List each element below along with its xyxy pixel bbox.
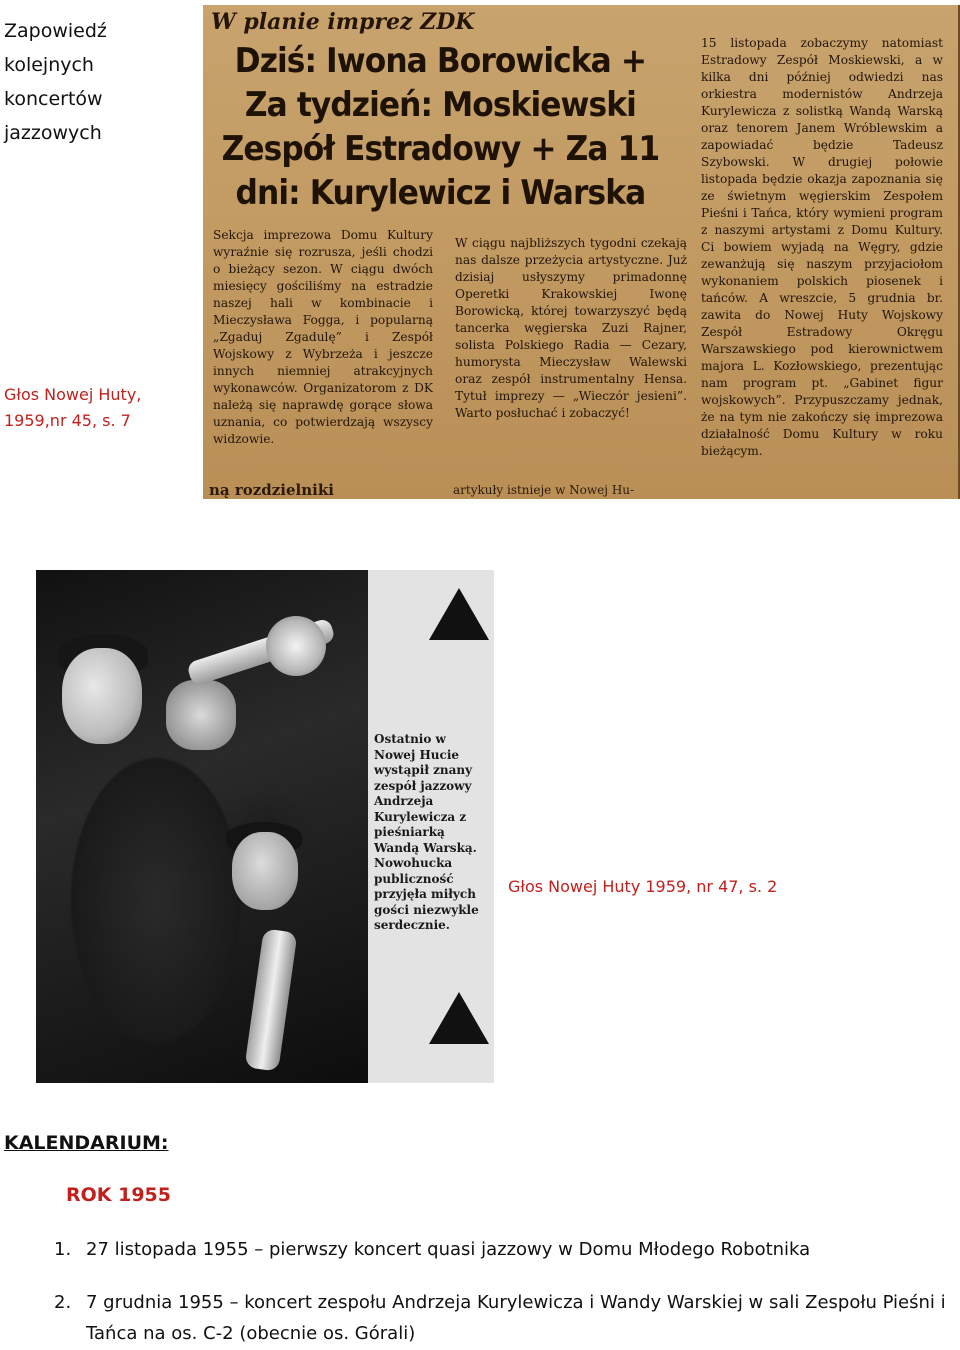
saxophone-icon: [244, 928, 297, 1071]
list-item-text: 7 grudnia 1955 – koncert zespołu Andrzeja Kurylewicza i Wandy Warskiej w sali Zespołu Pieśni i Tańca na os. C-2 (obecnie os. Górali): [86, 1292, 946, 1344]
list-item-number: 2.: [54, 1292, 72, 1313]
saxophonist-face: [232, 832, 298, 910]
clipping-column-1: Sekcja imprezowa Domu Kultury wyraźnie się rozrusza, jeśli chodzi o bieżący sezon. W ciągu dwóch miesięcy gościliśmy na estradzie naszej hali w kombinacie i Mieczysława Fogga, i popularną „Zgaduj Zgadulę” i Zespół Wojskowy z Wybrzeża i jeszcze innych niemniej atrakcyjnych wykonawców. Organizatorom z DK należą się naprawdę gorące słowa uznania, co potwierdzają wszyscy widzowie.: [213, 228, 433, 446]
clipping-column-2: W ciągu najbliższych tygodni czekają nas dalsze przeżycia artystyczne. Już dzisiaj usłyszymy primadonnę Operetki Krakowskiej Iwonę Borowicką, której towarzyszyć będą tancerka węgierska Zuzi Rajner, solista Polskiego Radia — Cezary, humorysta Mieczysław Walewski oraz zespół instrumentalny Hensa. Tytuł imprezy — „Wieczór jesieni”. Warto posłuchać i zobaczyć!: [455, 236, 687, 420]
triangle-marker-icon: [429, 992, 489, 1044]
clipping-footer: [203, 483, 958, 499]
clipping-footer-right: artykuły istnieje w Nowej Hu-: [453, 483, 635, 497]
newspaper-clipping-1: [203, 5, 960, 499]
concert-photo: [36, 570, 368, 1083]
triangle-marker-icon: [429, 588, 489, 640]
clipping-headline: Dziś: Iwona Borowicka + Za tydzień: Moskiewski Zespół Estradowy + Za 11 dni: Kurylewicz i Warska: [221, 41, 660, 213]
clipping-column-3: 15 listopada zobaczymy natomiast Estradowy Zespół Moskiewski, a w kilka dni później odwiedzi nas orkiestra modernistów Andrzeja Kurylewicza z solistką Wandą Warską oraz tenorem Janem Wróblewskim a zapowiadać będzie Tadeusz Szybowski. W drugiej połowie listopada będzie okazja zapoznania się ze świetnym węgierskim Zespołem Pieśni i Tańca, który wymieni program z naszymi artystami z Domu Kultury. Ci bowiem wyjadą na Węgry, gdzie zewanżują się naszym przyjaciołom wykonaniem polskich piosenek i tańców. A wreszcie, 5 grudnia br. zawita do Nowej Huty Wojskowy Zespół Estradowy Okręgu Warszawskiego pod kierownictwem majora L. Kozłowskiego, prezentując nam program pt. „Gabinet figur wojskowych”. Przypuszczamy jednak, że na tym nie zakończy się imprezowa działalność Domu Kultury w roku bieżącym.: [701, 36, 943, 458]
source-citation-1: Głos Nowej Huty, 1959,nr 45, s. 7: [4, 385, 142, 430]
source-citation-2: Głos Nowej Huty 1959, nr 47, s. 2: [508, 877, 778, 896]
clipping-blurb: Ostatnio w Nowej Hucie wystąpił znany zespół jazzowy Andrzeja Kurylewicza z pieśniarką Wandą Warską. Nowohucka publiczność przyjęła miłych gości niezwykle serdecznie.: [374, 732, 479, 932]
kalendarium-title: KALENDARIUM:: [4, 1132, 169, 1154]
clipping-heading: W planie imprez ZDK: [211, 9, 475, 35]
list-item-number: 1.: [54, 1239, 72, 1260]
trumpeter-face: [62, 648, 142, 744]
newspaper-clipping-2: [36, 570, 494, 1083]
year-heading: ROK 1955: [66, 1184, 172, 1206]
trumpet-bell-icon: [266, 616, 326, 676]
intro-caption: Zapowiedź kolejnych koncertów jazzowych: [4, 20, 107, 144]
clipping-footer-left: ną rozdzielniki: [209, 483, 334, 499]
trumpeter-hand: [166, 680, 236, 750]
list-item-text: 27 listopada 1955 – pierwszy koncert quasi jazzowy w Domu Młodego Robotnika: [86, 1239, 811, 1260]
